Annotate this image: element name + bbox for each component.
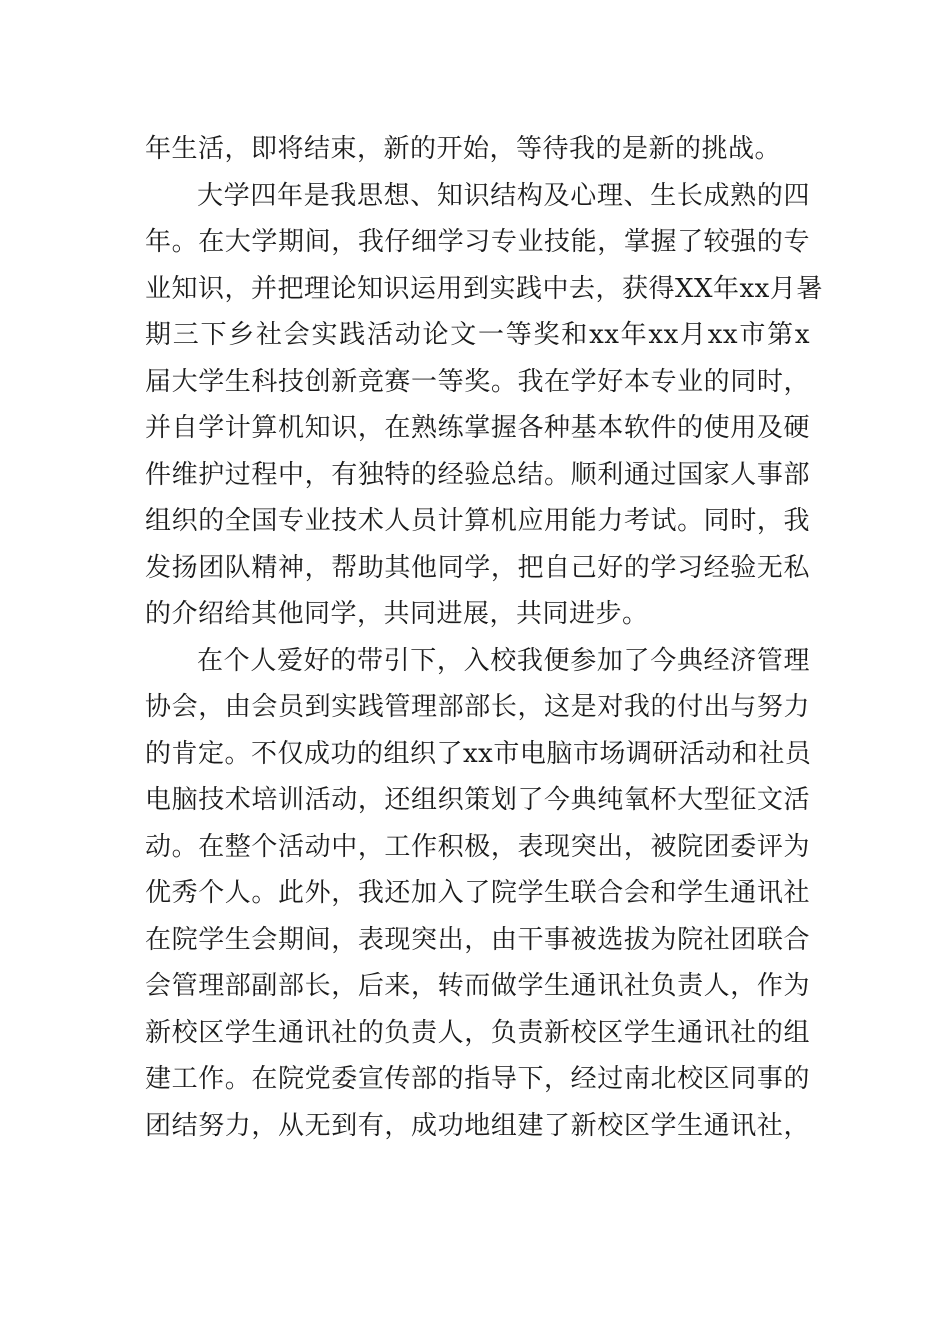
text-line: 动。在整个活动中，工作积极，表现突出，被院团委评为 bbox=[145, 831, 810, 862]
text-line: 件维护过程中，有独特的经验总结。顺利通过国家人事部 bbox=[145, 459, 810, 490]
text-line: 年。在大学期间，我仔细学习专业技能，掌握了较强的专 bbox=[145, 227, 810, 257]
text-line: 年生活，即将结束，新的开始，等待我的是新的挑战。 bbox=[145, 134, 782, 164]
document-body bbox=[145, 126, 823, 1149]
text-line: 大学四年是我思想、知识结构及心理、生长成熟的四 bbox=[197, 180, 810, 211]
text-line: 发扬团队精神，帮助其他同学，把自己好的学习经验无私 bbox=[145, 552, 810, 583]
text-line: 业知识，并把理论知识运用到实践中去，获得XX年xx月暑 bbox=[145, 273, 823, 304]
text-line: 的介绍给其他同学，共同进展，共同进步。 bbox=[145, 599, 649, 629]
text-line: 建工作。在院党委宣传部的指导下，经过南北校区同事的 bbox=[145, 1064, 810, 1094]
text-line: 并自学计算机知识，在熟练掌握各种基本软件的使用及硬 bbox=[145, 413, 810, 443]
text-line: 新校区学生通讯社的负责人，负责新校区学生通讯社的组 bbox=[145, 1017, 810, 1048]
text-line: 组织的全国专业技术人员计算机应用能力考试。同时，我 bbox=[145, 506, 810, 536]
text-line: 在院学生会期间，表现突出，由干事被选拔为院社团联合 bbox=[145, 924, 810, 955]
text-line: 协会，由会员到实践管理部部长，这是对我的付出与努力 bbox=[145, 692, 810, 722]
text-line: 团结努力，从无到有，成功地组建了新校区学生通讯社， bbox=[145, 1110, 810, 1141]
text-line: 的肯定。不仅成功的组织了xx市电脑市场调研活动和社员 bbox=[145, 738, 812, 769]
text-line: 期三下乡社会实践活动论文一等奖和xx年xx月xx市第x bbox=[145, 320, 810, 350]
text-line: 优秀个人。此外，我还加入了院学生联合会和学生通讯社 bbox=[145, 878, 810, 908]
text-line: 在个人爱好的带引下，入校我便参加了今典经济管理 bbox=[197, 645, 810, 676]
text-line: 电脑技术培训活动，还组织策划了今典纯氧杯大型征文活 bbox=[145, 785, 810, 815]
text-line: 会管理部副部长，后来，转而做学生通讯社负责人，作为 bbox=[145, 971, 810, 1001]
text-line: 届大学生科技创新竞赛一等奖。我在学好本专业的同时， bbox=[145, 366, 810, 397]
